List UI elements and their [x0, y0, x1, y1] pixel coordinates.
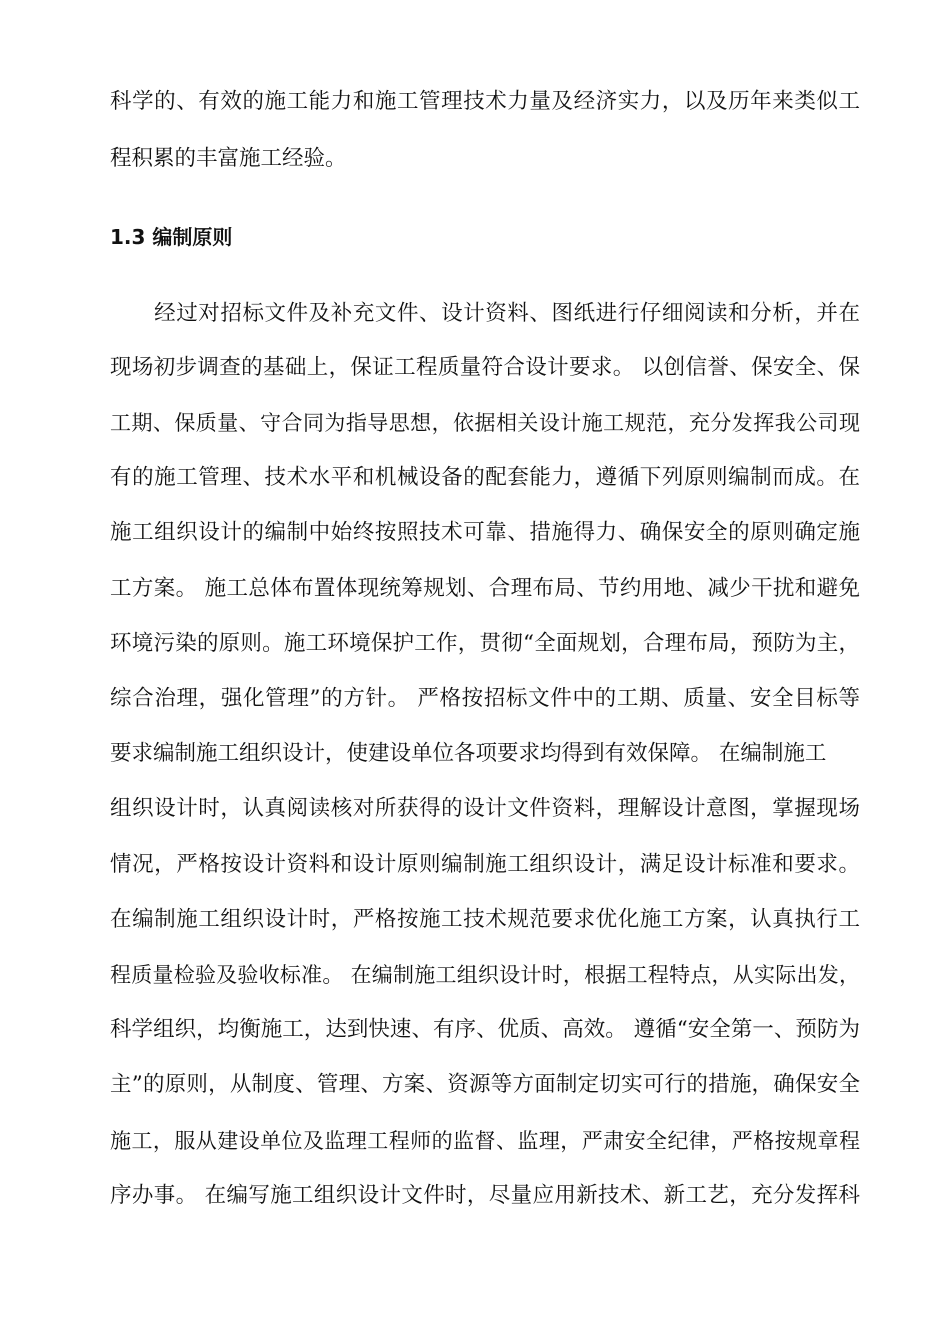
body-line-8: 综合治理，强化管理”的方针。 严格按招标文件中的工期、质量、安全目标等	[110, 686, 860, 711]
body-line-5: 施工组织设计的编制中始终按照技术可靠、措施得力、确保安全的原则确定施	[110, 520, 860, 545]
body-line-1: 经过对招标文件及补充文件、设计资料、图纸进行仔细阅读和分析，并在	[110, 301, 860, 326]
body-line-11: 情况，严格按设计资料和设计原则编制施工组织设计，满足设计标准和要求。	[110, 852, 860, 877]
body-line-4: 有的施工管理、技术水平和机械设备的配套能力，遵循下列原则编制而成。在	[110, 465, 860, 490]
body-line-2: 现场初步调查的基础上，保证工程质量符合设计要求。 以创信誉、保安全、保	[110, 355, 860, 380]
body-line-9: 要求编制施工组织设计，使建设单位各项要求均得到有效保障。 在编制施工	[110, 741, 827, 766]
body-line-3: 工期、保质量、守合同为指导思想，依据相关设计施工规范，充分发挥我公司现	[110, 411, 860, 435]
body-line-16: 施工，服从建设单位及监理工程师的监督、监理，严肃安全纪律，严格按规章程	[110, 1129, 860, 1153]
body-line-10: 组织设计时，认真阅读核对所获得的设计文件资料，理解设计意图，掌握现场	[110, 796, 860, 821]
section-heading: 1.3 编制原则	[110, 225, 233, 249]
body-line-12: 在编制施工组织设计时，严格按施工技术规范要求优化施工方案，认真执行工	[110, 907, 860, 932]
body-line-17: 序办事。 在编写施工组织设计文件时，尽量应用新技术、新工艺，充分发挥科	[110, 1183, 860, 1208]
body-line-15: 主”的原则，从制度、管理、方案、资源等方面制定切实可行的措施，确保安全	[110, 1072, 860, 1097]
intro-line-1: 科学的、有效的施工能力和施工管理技术力量及经济实力，以及历年来类似工	[110, 89, 860, 114]
body-line-7: 环境污染的原则。施工环境保护工作，贯彻“全面规划，合理布局，预防为主，	[110, 631, 860, 656]
body-line-6: 工方案。 施工总体布置体现统筹规划、合理布局、节约用地、减少干扰和避免	[110, 576, 860, 601]
intro-line-2: 程积累的丰富施工经验。	[110, 146, 347, 171]
body-line-13: 程质量检验及验收标准。 在编制施工组织设计时，根据工程特点，从实际出发，	[110, 963, 860, 987]
body-line-14: 科学组织，均衡施工，达到快速、有序、优质、高效。 遵循“安全第一、预防为	[110, 1017, 860, 1042]
